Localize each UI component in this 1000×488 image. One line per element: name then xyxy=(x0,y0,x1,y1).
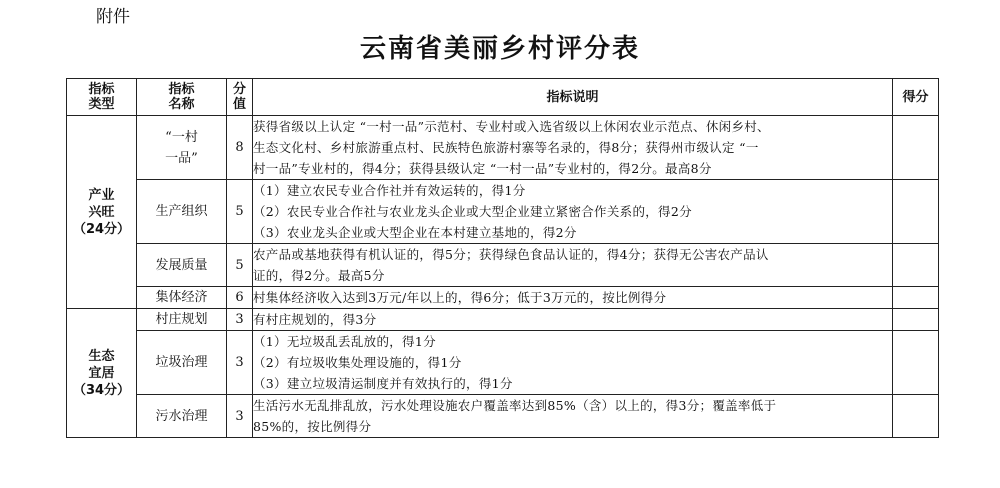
table-row xyxy=(67,309,939,331)
indicator-description xyxy=(253,287,893,309)
description-line: （3）建立垃圾清运制度并有效执行的，得1分 xyxy=(253,376,513,391)
category-total: （24分） xyxy=(72,221,131,237)
description-line: （2）农民专业合作社与农业龙头企业或大型企业建立紧密合作关系的，得2分 xyxy=(253,204,692,219)
table-row xyxy=(67,287,939,309)
header-indicator-name-l2: 名称 xyxy=(168,97,195,112)
score-input-cell[interactable] xyxy=(893,331,939,395)
description-line: 生活污水无乱排乱放，污水处理设施农户覆盖率达到85%（含）以上的，得3分；覆盖率低于 xyxy=(253,398,777,413)
indicator-description xyxy=(253,244,893,287)
indicator-name: 村庄规划 xyxy=(137,309,227,331)
header-description: 指标说明 xyxy=(253,79,893,116)
category-name-line2: 宜居 xyxy=(88,365,115,381)
score-input-cell[interactable] xyxy=(893,287,939,309)
description-line: （1）无垃圾乱丢乱放的，得1分 xyxy=(253,334,436,349)
table-row xyxy=(67,331,939,395)
description-line: 获得省级以上认定 “一村一品”示范村、专业村或入选省级以上休闲农业示范点、休闲乡村、 xyxy=(253,119,770,134)
header-score: 得分 xyxy=(893,79,939,116)
header-indicator-name-l1: 指标 xyxy=(168,82,195,97)
description-line: 农产品或基地获得有机认证的，得5分；获得绿色食品认证的，得4分；获得无公害农产品认 xyxy=(253,247,769,262)
description-line: 证的，得2分。最高5分 xyxy=(253,268,385,283)
indicator-name: “一村 xyxy=(165,129,198,145)
score-input-cell[interactable] xyxy=(893,395,939,438)
indicator-description xyxy=(253,331,893,395)
description-line: 村集体经济收入达到3万元/年以上的，得6分；低于3万元的，按比例得分 xyxy=(253,290,667,305)
description-line: 村一品”专业村的，得4分；获得县级认定 “一村一品”专业村的，得2分。最高8分 xyxy=(253,161,712,176)
description-line: （1）建立农民专业合作社并有效运转的，得1分 xyxy=(253,183,526,198)
table-row xyxy=(67,180,939,244)
header-indicator-type xyxy=(67,79,137,116)
header-points-l2: 值 xyxy=(232,97,246,112)
table-row xyxy=(67,244,939,287)
category-name: 生态 xyxy=(88,348,115,364)
category-cell xyxy=(67,309,137,438)
header-points-l1: 分 xyxy=(232,82,246,97)
indicator-description xyxy=(253,116,893,180)
description-line: （2）有垃圾收集处理设施的，得1分 xyxy=(253,355,462,370)
indicator-name: 污水治理 xyxy=(137,395,227,438)
score-input-cell[interactable] xyxy=(893,116,939,180)
category-cell xyxy=(67,116,137,309)
description-line: 85%的，按比例得分 xyxy=(253,419,372,434)
indicator-name: 生产组织 xyxy=(137,180,227,244)
indicator-description xyxy=(253,180,893,244)
description-line: （3）农业龙头企业或大型企业在本村建立基地的，得2分 xyxy=(253,225,577,240)
indicator-points: 3 xyxy=(227,331,253,395)
table-row xyxy=(67,116,939,180)
attachment-label: 附件 xyxy=(96,7,130,27)
indicator-points: 5 xyxy=(227,180,253,244)
description-line: 有村庄规划的，得3分 xyxy=(253,312,377,327)
indicator-name: 集体经济 xyxy=(137,287,227,309)
category-name: 产业 xyxy=(88,187,115,203)
header-indicator-type-l1: 指标 xyxy=(88,82,115,97)
indicator-points: 6 xyxy=(227,287,253,309)
indicator-points: 3 xyxy=(227,395,253,438)
indicator-points: 5 xyxy=(227,244,253,287)
header-points xyxy=(227,79,253,116)
header-indicator-name xyxy=(137,79,227,116)
indicator-name-cell xyxy=(137,116,227,180)
score-input-cell[interactable] xyxy=(893,309,939,331)
indicator-name: 垃圾治理 xyxy=(137,331,227,395)
score-input-cell[interactable] xyxy=(893,180,939,244)
table-header-row xyxy=(67,79,939,116)
category-total: （34分） xyxy=(72,382,131,398)
header-indicator-type-l2: 类型 xyxy=(88,97,115,112)
page-title: 云南省美丽乡村评分表 xyxy=(359,34,640,64)
description-line: 生态文化村、乡村旅游重点村、民族特色旅游村寨等名录的，得8分；获得州市级认定 “一 xyxy=(253,140,759,155)
indicator-name: 发展质量 xyxy=(137,244,227,287)
table-row xyxy=(67,395,939,438)
indicator-description xyxy=(253,309,893,331)
indicator-description xyxy=(253,395,893,438)
score-table xyxy=(66,78,939,438)
indicator-points: 3 xyxy=(227,309,253,331)
indicator-name-line2: 一品” xyxy=(165,150,198,166)
category-name-line2: 兴旺 xyxy=(88,204,115,220)
indicator-points: 8 xyxy=(227,116,253,180)
score-input-cell[interactable] xyxy=(893,244,939,287)
